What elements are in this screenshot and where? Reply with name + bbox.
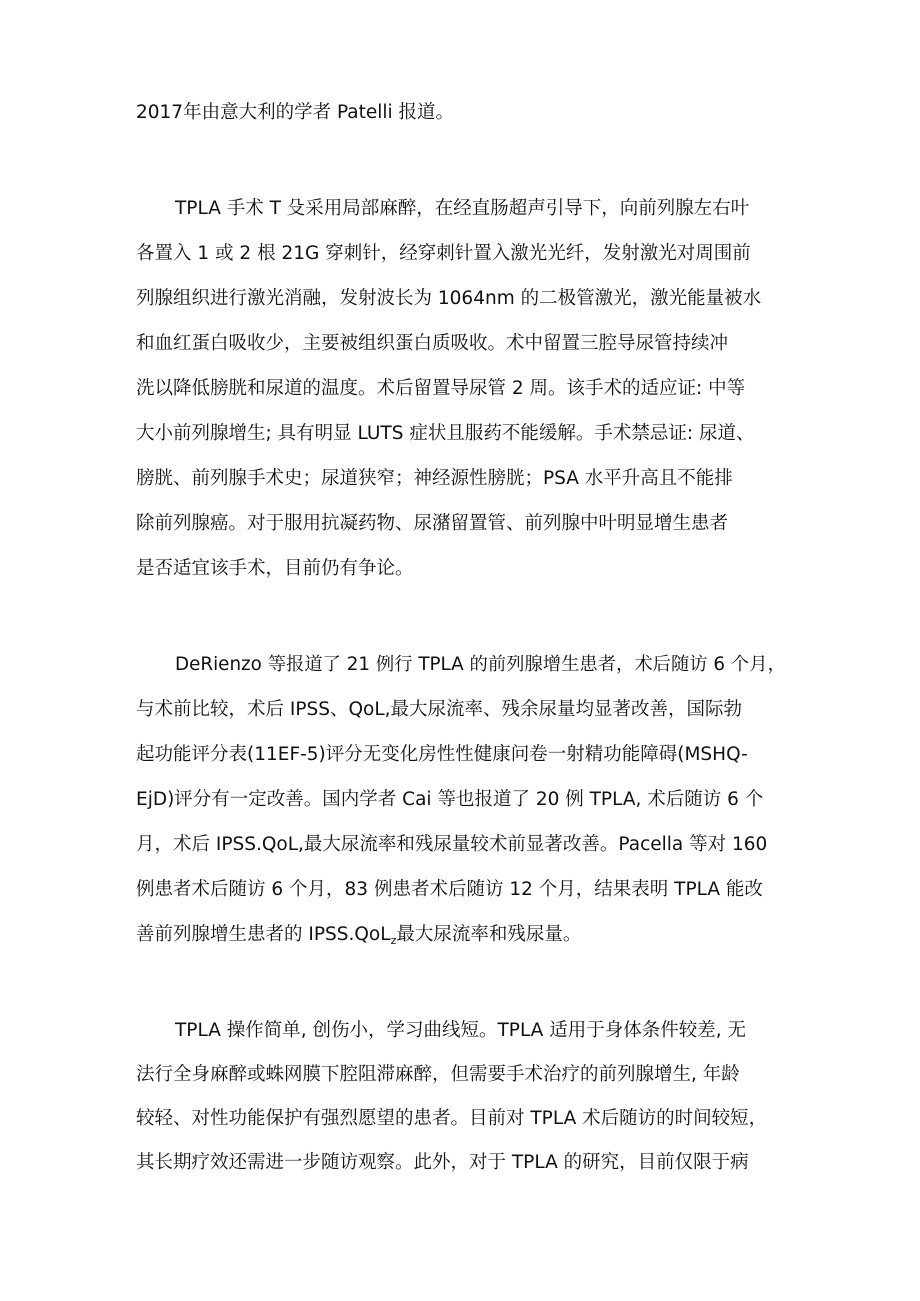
paragraph-2-line-7: 膀胱、前列腺手术史；尿道狭窄；神经源性膀胱；PSA 水平升高且不能排 xyxy=(136,468,733,489)
paragraph-2-line-8: 除前列腺癌。对于服用抗凝药物、尿潴留置管、前列腺中叶明显增生患者 xyxy=(136,513,729,534)
paragraph-4-line-1: TPLA 操作简单, 创伤小，学习曲线短。TPLA 适用于身体条件较差, 无 xyxy=(175,1020,746,1041)
paragraph-2-line-4: 和血红蛋白吸收少，主要被组织蛋白质吸收。术中留置三腔导尿管持续冲 xyxy=(136,333,729,354)
paragraph-3-line-5: 月，术后 IPSS.QoL,最大尿流率和残尿量较术前显著改善。Pacella 等对 160 xyxy=(136,834,768,855)
paragraph-2-line-6: 大小前列腺增生; 具有明显 LUTS 症状且服药不能缓解。手术禁忌证: 尿道、 xyxy=(136,423,755,444)
paragraph-4-line-3: 较轻、对性功能保护有强烈愿望的患者。目前对 TPLA 术后随访的时间较短， xyxy=(136,1108,768,1129)
paragraph-2-line-3: 列腺组织进行激光消融，发射波长为 1064nm 的二极管激光，激光能量被水 xyxy=(136,288,762,309)
paragraph-3-line-7-text-a: 善前列腺增生患者的 IPSS.QoL xyxy=(136,924,391,945)
paragraph-3-line-2: 与术前比较，术后 IPSS、QoL,最大尿流率、残余尿量均显著改善，国际勃 xyxy=(136,699,743,720)
paragraph-2-line-1: TPLA 手术 T 殳采用局部麻醉，在经直肠超声引导下，向前列腺左右叶 xyxy=(175,198,750,219)
subscript-mark: z xyxy=(390,934,397,947)
paragraph-4-line-4: 其长期疗效还需进一步随访观察。此外，对于 TPLA 的研究，目前仅限于病 xyxy=(136,1152,749,1173)
paragraph-1-line-1: 2017年由意大利的学者 Patelli 报道。 xyxy=(136,102,455,123)
paragraph-2-line-9: 是否适宜该手术，目前仍有争论。 xyxy=(136,558,414,579)
paragraph-3-line-7 xyxy=(136,922,581,948)
paragraph-2-line-2: 各置入 1 或 2 根 21G 穿刺针，经穿刺针置入激光光纤，发射激光对周围前 xyxy=(136,243,751,264)
paragraph-4-line-2: 法行全身麻醉或蛛网膜下腔阻滞麻醉，但需要手术治疗的前列腺增生, 年龄 xyxy=(136,1064,740,1085)
paragraph-3-line-6: 例患者术后随访 6 个月，83 例患者术后随访 12 个月，结果表明 TPLA 能改 xyxy=(136,879,763,900)
paragraph-3-line-4: EjD)评分有一定改善。国内学者 Cai 等也报道了 20 例 TPLA, 术后随访 6 个 xyxy=(136,789,764,810)
paragraph-3-line-7-text-b: 最大尿流率和残尿量。 xyxy=(396,924,582,945)
paragraph-3-line-1: DeRienzo 等报道了 21 例行 TPLA 的前列腺增生患者，术后随访 6 个月， xyxy=(175,654,786,675)
paragraph-3-line-3: 起功能评分表(11EF-5)评分无变化房性性健康问卷一射精功能障碍(MSHQ- xyxy=(136,744,748,765)
paragraph-2-line-5: 洗以降低膀胱和尿道的温度。术后留置导尿管 2 周。该手术的适应证: 中等 xyxy=(136,378,746,399)
